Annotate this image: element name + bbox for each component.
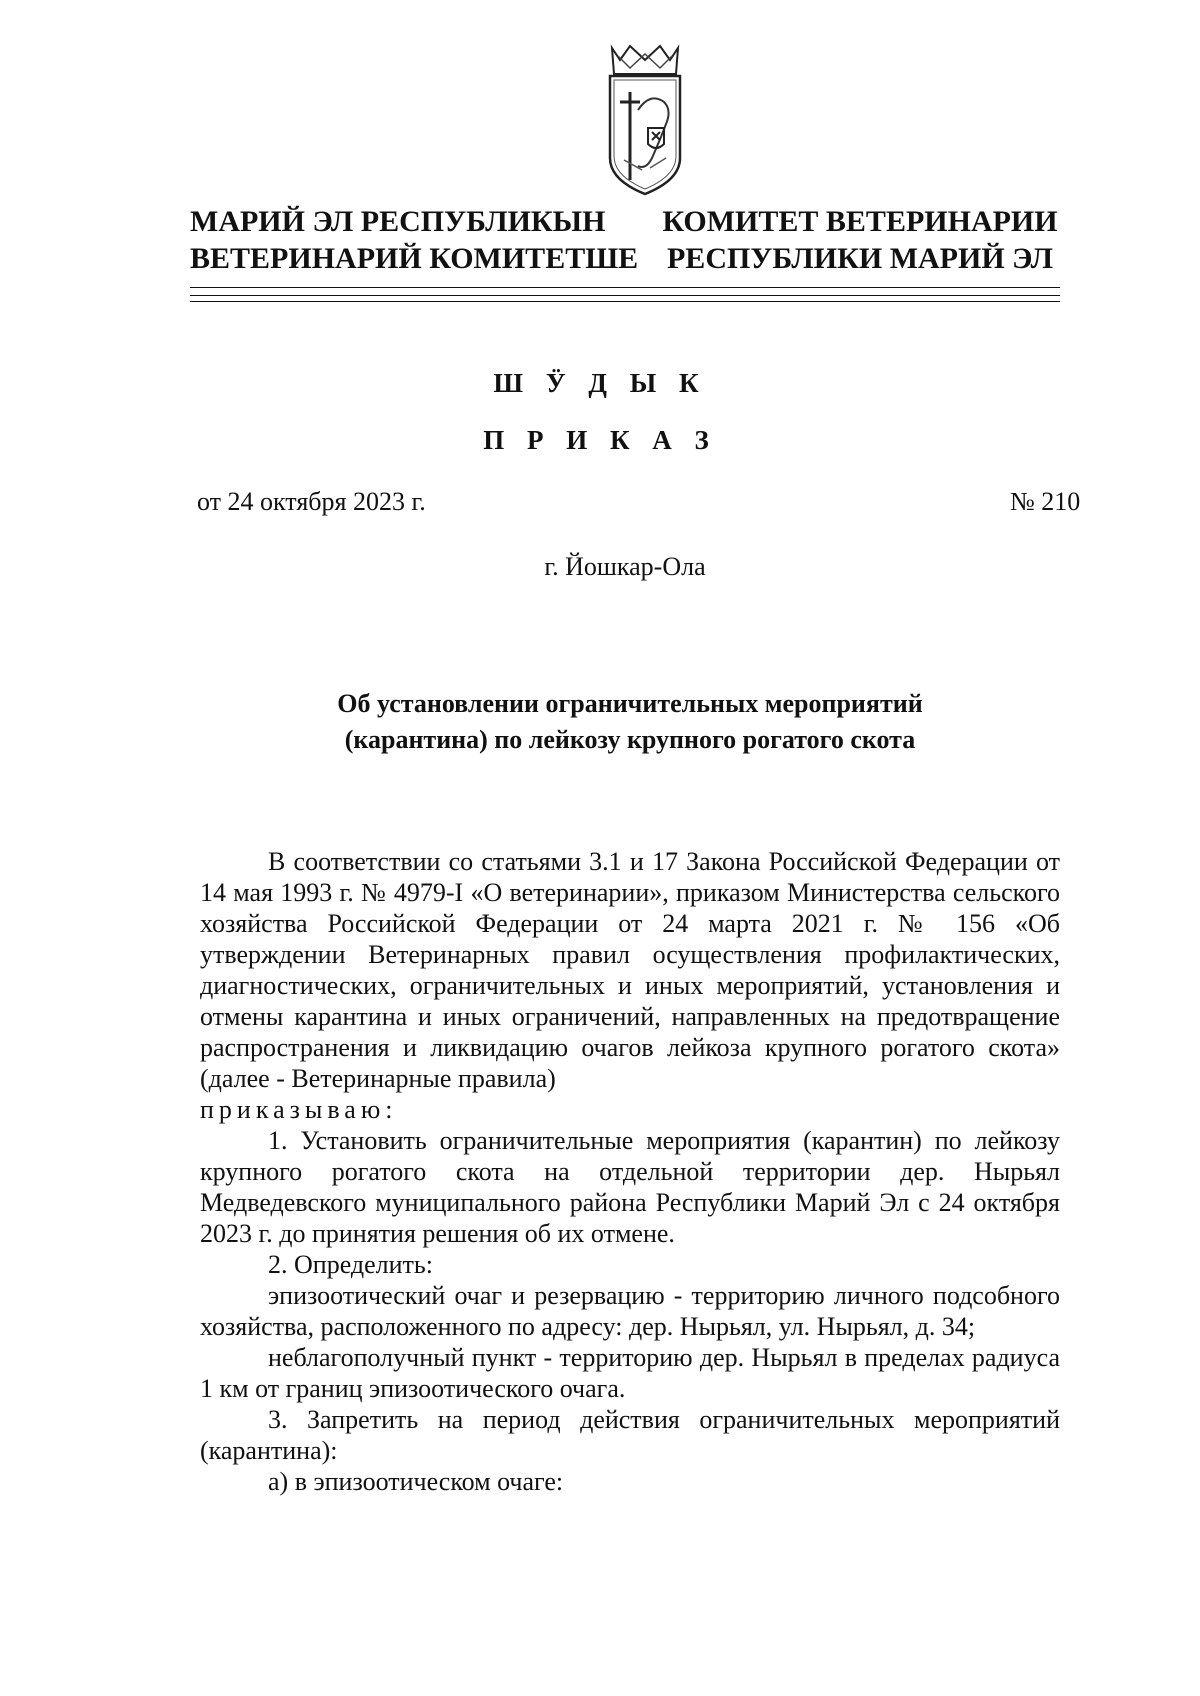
header-divider-middle bbox=[190, 295, 1060, 296]
order-item-2-area: неблагополучный пункт - территорию дер. Нырьял в пределах радиуса 1 км от границ эпизоотического очага. bbox=[200, 1343, 1060, 1403]
header-left-block bbox=[190, 203, 639, 277]
order-item-3: 3. Запретить на период действия ограничительных мероприятий (карантина): bbox=[200, 1405, 1060, 1465]
order-item-1: 1. Установить ограничительные мероприятия (карантин) по лейкозу крупного рогатого скота на отдельной территории дер. Нырьял Медведевского муниципального района Республики Марий Эл с 24 октября 2023 г. до принятия решения об их отмене. bbox=[200, 1126, 1060, 1248]
order-word: приказываю: bbox=[200, 1095, 398, 1124]
document-number: № 210 bbox=[1010, 487, 1081, 516]
header-right-line1: КОМИТЕТ ВЕТЕРИНАРИИ bbox=[662, 205, 1058, 238]
title-line2: (карантина) по лейкозу крупного рогатого скота bbox=[344, 725, 916, 754]
coat-of-arms-emblem bbox=[590, 40, 700, 200]
document-title bbox=[200, 686, 1060, 758]
order-item-3-a: а) в эпизоотическом очаге: bbox=[268, 1467, 564, 1496]
header-left-line1: МАРИЙ ЭЛ РЕСПУБЛИКЫН bbox=[190, 205, 606, 238]
title-line1: Об установлении ограничительных мероприятий bbox=[337, 689, 923, 718]
header-divider-bottom bbox=[190, 301, 1060, 302]
header-right-line2: РЕСПУБЛИКИ МАРИЙ ЭЛ bbox=[666, 242, 1053, 275]
preamble-paragraph: В соответствии со статьями 3.1 и 17 Закона Российской Федерации от 14 мая 1993 г. № 4979-I «О ветеринарии», приказом Министерства сельского хозяйства Российской Федерации от 24 марта 2021 г. № 156 «Об утверждении Ветеринарных правил осуществления профилактических, диагностических, ограничительных и иных мероприятий, установления и отмены карантина и иных ограничений, направленных на предотвращение распространения и ликвидацию очагов лейкоза крупного рогатого скота» (далее - Ветеринарные правила) bbox=[200, 847, 1060, 1093]
document-type-russian: П Р И К А З bbox=[483, 425, 717, 455]
header-right-block bbox=[660, 203, 1060, 277]
header-left-line2: ВЕТЕРИНАРИЙ КОМИТЕТШЕ bbox=[190, 242, 639, 275]
document-date: от 24 октября 2023 г. bbox=[197, 487, 426, 516]
order-item-2-focus: эпизоотический очаг и резервацию - территорию личного подсобного хозяйства, расположенного по адресу: дер. Нырьял, ул. Нырьял, д. 34; bbox=[200, 1281, 1060, 1341]
document-city: г. Йошкар-Ола bbox=[544, 552, 706, 581]
document-type-mari: Ш Ӱ Д Ы К bbox=[493, 368, 707, 398]
order-item-2: 2. Определить: bbox=[268, 1250, 433, 1279]
document-body bbox=[200, 846, 1060, 1497]
header-divider-top bbox=[190, 287, 1060, 288]
